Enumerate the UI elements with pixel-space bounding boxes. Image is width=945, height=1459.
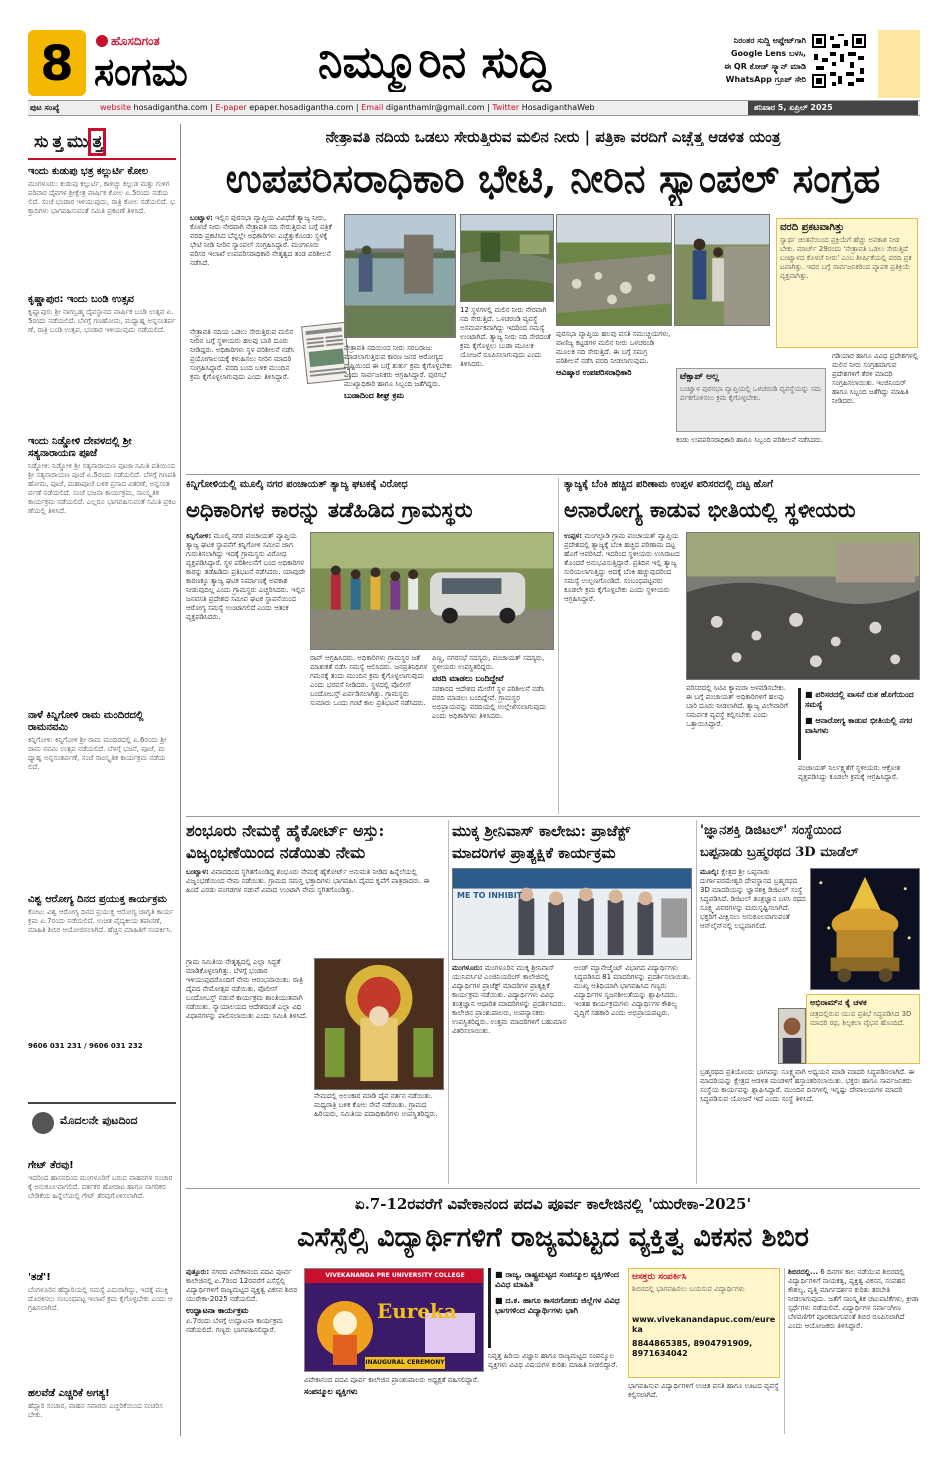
contact-phones: 9606 031 231 / 9606 031 232 [28, 1042, 143, 1050]
story-body: ಕಿನ್ನಿಗೋಳಿ: ಮೂಲ್ಕಿ ನಗರ ಪಂಚಾಯತ್ ವ್ಯಾಪ್ತಿಯ ತ್ಯಾಜ್ಯ ಘಟಕ ಸ್ಥಾಪನೆಗೆ ಕಿನ್ನಿಗೋಳಿ ಸಮೀಪ ಜಾಗ ಗುರುತಿಸಲಾಗಿದ್ದು ಇದಕ್ಕೆ ಗ್ರಾಮಸ್ಥರು ವಿರೋಧ ವ್ಯಕ್ತಪಡಿಸಿದ್ದಾರೆ. ಸ್ಥಳ ಪರಿಶೀಲನೆಗೆ ಬಂದ ಅಧಿಕಾರಿಗಳ ಕಾರನ್ನು ತಡೆಹಿಡಿದು ಪ್ರತಿಭಟನೆ ನಡೆಸಿದರು. ಯಾವುದೇ ಕಾರಣಕ್ಕೂ ತ್ಯಾಜ್ಯ ಘಟಕ ನಿರ್ಮಾಣಕ್ಕೆ ಅವಕಾಶ ನೀಡುವುದಿಲ್ಲ ಎಂದು ಗ್ರಾಮಸ್ಥರು ಎಚ್ಚರಿಸಿದರು. ಇಲ್ಲಿನ ಜನವಸತಿ ಪ್ರದೇಶದ ಸಮೀಪ ಘಟಕ ಸ್ಥಾಪನೆಯಿಂದ ಆರೋಗ್ಯ ಸಮಸ್ಯೆ ಉಂಟಾಗಲಿದೆ ಎಂದು ಆತಂಕ ವ್ಯಕ್ತಪಡಿಸಿದರು. [186, 532, 306, 621]
contact-title: ಆಸಕ್ತರು ಸಂಪರ್ಕಿಸಿ [632, 1272, 687, 1282]
email-link[interactable]: diganthamlr@gmail.com [385, 103, 485, 112]
chariot-3d-model-image [810, 868, 920, 990]
eureka-poster [304, 1268, 484, 1372]
dumping-site-photo [556, 214, 672, 326]
story-village-protest [186, 478, 554, 814]
highlight-bullet: ■ ಪರಿಸರದಲ್ಲಿ ವಾಸನೆ ರುತ ಹೊಗೆಯಿಂದ ಸಮಸ್ಯೆ [805, 690, 914, 709]
section-divider [186, 474, 920, 475]
story-body: ನೇತ್ರಾವತಿ ನದಿಯಿಂದ ನೀರು ಸರಬರಾಜು ಮಾಡಲಾಗುತ್ತಿರುವ ಕಾರಣ ಜನರ ಆರೋಗ್ಯದ ದೃಷ್ಟಿಯಿಂದ ಈ ಬಗ್ಗೆ ತುರ್ತು ಕ್ರಮ ಕೈಗೊಳ್ಳಬೇಕು ಎಂದು ಸಾರ್ವಜನಿಕರು ಆಗ್ರಹಿಸಿದ್ದಾರೆ. ಪುರಸಭೆ ಮುಖ್ಯಾಧಿಕಾರಿ ಹಾಗೂ ಸಿಬ್ಬಂದಿ ಜತೆಗಿದ್ದರು. ಬುಡಾದಿಂದ ಶೀಘ್ರ ಕ್ರಮ [344, 344, 456, 468]
story-body: ಪುತ್ತೂರು: ನಗರದ ವಿವೇಕಾನಂದ ಪದವಿ ಪೂರ್ವ ಕಾಲೇಜಿನಲ್ಲಿ ಏ.7ರಿಂದ 12ರವರೆಗೆ ಎಸೆಸ್ಸೆಲ್ಸಿ ವಿದ್ಯಾರ್ಥಿಗಳಿಗೆ ರಾಜ್ಯಮಟ್ಟದ ವ್ಯಕ್ತಿತ್ವ ವಿಕಸನ ಶಿಬಿರ ಯುರೇಕಾ-2025 ನಡೆಯಲಿದೆ. ಉದ್ಘಾಟನಾ ಕಾರ್ಯಕ್ರಮ ಏ.7ರಂದು ಬೆಳಗ್ಗೆ ಉದ್ಘಾಟನಾ ಕಾರ್ಯಕ್ರಮ ನಡೆಯಲಿದೆ. ಗಣ್ಯರು ಭಾಗವಹಿಸಲಿದ್ದಾರೆ. [186, 1268, 300, 1434]
website-link[interactable]: hosadigantha.com [133, 103, 208, 112]
continued-item: ಗೇಟ್ ತೆರವು! ಇದರಿಂದ ಹಾಸನದಿಂದ ಮಂಗಳೂರಿಗೆ ಬರುವ ವಾಹನಗಳ ಸಂಚಾರಕ್ಕೆ ಅನುಕೂಲವಾಗಲಿದೆ. ವರ್ತಕರ ಹೋರಾಟ ಹಾಗೂ ನಾಗರಿಕರ ಬೇಡಿಕೆಯ ಹಿನ್ನೆಲೆಯಲ್ಲಿ ಗೇಟ್ ತೆರವುಗೊಳಿಸಲಾಗಿದೆ. [28, 1160, 173, 1200]
sidebar-divider [180, 124, 181, 1436]
story-body: ರಾವ್ ಆಗ್ರಹಿಸಿದರು. ಅಧಿಕಾರಿಗಳು ಗ್ರಾಮಸ್ಥರ ಜತೆ ಮಾತುಕತೆ ನಡೆಸಿ ಸಮಸ್ಯೆ ಆಲಿಸಿದರು. ಜನಪ್ರತಿನಿಧಿಗಳ ಗಮನಕ್ಕೆ ತಂದು ಮುಂದಿನ ಕ್ರಮ ಕೈಗೊಳ್ಳಲಾಗುವುದು ಎಂದು ಭರವಸೆ ನೀಡಿದರು. ಸ್ಥಳದಲ್ಲಿ ಪೊಲೀಸ್ ಬಂದೋಬಸ್ತ್ ಏರ್ಪಡಿಸಲಾಗಿತ್ತು. ಗ್ರಾಮಸ್ಥರು ಸುಮಾರು ಒಂದು ಗಂಟೆ ಕಾಲ ಪ್ರತಿಭಟನೆ ನಡೆಸಿದರು. [310, 654, 428, 707]
poster-badge: INAUGURAL CEREMONY [365, 1357, 445, 1369]
story-body: ಪುರಸಭಾ ವ್ಯಾಪ್ತಿಯ ಹಲವು ವಸತಿ ಸಮುಚ್ಚಯಗಳು, ವಾಣಿಜ್ಯ ಕಟ್ಟಡಗಳ ಮಲಿನ ನೀರು ಒಳಚರಂಡಿ ಮೂಲಕ ನದಿ ಸೇರುತ್ತಿದೆ. ಈ ಬಗ್ಗೆ ಸಮಗ್ರ ಪರಿಶೀಲನೆ ನಡೆಸಿ ವರದಿ ನೀಡಲಾಗುವುದು. ಆವಿಷ್ಕಾರ ಉಪಪರಿಸರಾಧಿಕಾರಿ [556, 330, 671, 377]
story-college-projects [452, 820, 692, 1184]
door-icon [88, 128, 106, 156]
sidebar-item: ವಿಶ್ವ ಆರೋಗ್ಯ ದಿನದ ಪ್ರಯುಕ್ತ ಕಾರ್ಯಕ್ರಮ ಕೋಟ: ವಿಶ್ವ ಆರೋಗ್ಯ ದಿನದ ಪ್ರಯುಕ್ತ ಆರೋಗ್ಯ ಜಾಗೃತಿ ಕಾರ್ಯಕ್ರಮ ಏ.7ರಂದು ನಡೆಯಲಿದೆ. ಉಚಿತ ವೈದ್ಯಕೀಯ ತಪಾಸಣೆ, ಮಾಹಿತಿ ಶಿಬಿರ ಆಯೋಜಿಸಲಾಗಿದೆ. ಹೆಚ್ಚಿನ ಮಾಹಿತಿಗೆ ಸಂಪರ್ಕಿಸಿ. 9606 031 231 / 9606 031 232 [28, 894, 176, 1090]
sidebar-logo-text: ಸುತ್ತಮುತ್ತ [34, 132, 107, 152]
story-headline: 'ಜ್ಞಾನಶಕ್ತಿ ಡಿಜಿಟಲ್' ಸಂಸ್ಥೆಯಿಂದ ಬಪ್ಪನಾಡು ಬ್ರಹ್ಮರಥದ 3D ಮಾಡೆಲ್ [700, 823, 859, 860]
brand-large: ಸಂಗಮ [94, 50, 188, 94]
story-body: ಬ್ರಹ್ಮರಥದ ಪ್ರತಿಯೊಂದು ಭಾಗವನ್ನು ಸೂಕ್ಷ್ಮವಾಗಿ ಅಧ್ಯಯನ ಮಾಡಿ ಮಾದರಿ ಸಿದ್ಧಪಡಿಸಲಾಗಿದೆ. ಈ ಮಾದರಿಯನ್ನು ಕ್ಷೇತ್ರದ ಆಡಳಿತ ಮಂಡಳಿಗೆ ಹಸ್ತಾಂತರಿಸಲಾಯಿತು. ಭಕ್ತರು ಹಾಗೂ ಸಾರ್ವಜನಿಕರು ಸಂಸ್ಥೆಯ ಕಾರ್ಯವನ್ನು ಶ್ಲಾಘಿಸಿದ್ದಾರೆ. ಮುಂದಿನ ದಿನಗಳಲ್ಲಿ ಇನ್ನಷ್ಟು ದೇವಾಲಯಗಳ ಮಾದರಿ ಸಿದ್ಧಪಡಿಸುವ ಯೋಜನೆ ಇದೆ ಎಂದು ಸಂಸ್ಥೆ ತಿಳಿಸಿದೆ. [700, 1068, 915, 1103]
story-3d-model [700, 820, 920, 1184]
masthead-accent [878, 30, 920, 98]
story-body: ಬಂಟ್ವಾಳ: ಇಲ್ಲಿನ ಪುರಸಭಾ ವ್ಯಾಪ್ತಿಯ ವಿವಿಧೆಡೆ ತ್ಯಾಜ್ಯ ನೀರು, ಕೊಳಚೆ ನೀರು ನೇರವಾಗಿ ನೇತ್ರಾವತಿ ನದಿ ಸೇರುತ್ತಿರುವ ಬಗ್ಗೆ ಪತ್ರಿಕೆ ವರದಿ ಪ್ರಕಟಿಸಿದ ಬೆನ್ನಲ್ಲೇ ಅಧಿಕಾರಿಗಳು ಎಚ್ಚೆತ್ತುಕೊಂಡು ಸ್ಥಳಕ್ಕೆ ಭೇಟಿ ನೀಡಿ ನೀರಿನ ಸ್ಯಾಂಪಲ್ ಸಂಗ್ರಹಿಸಿದ್ದಾರೆ. ಮಂಗಳೂರು ಪರಿಸರ ಇಲಾಖೆ ಉಪಪರಿಸರಾಧಿಕಾರಿ ನೇತೃತ್ವದ ತಂಡ ಪರಿಶೀಲನೆ ನಡೆಸಿದೆ. [190, 214, 332, 267]
continued-item: 'ತಡೆ'! ಬೆಂಗಳೂರಿನ ಹೆದ್ದಾರಿಯಲ್ಲಿ ಸಮಸ್ಯೆ ಎದುರಾಗಿದ್ದು, ಇದಕ್ಕೆ ಮುಕ್ತಿ ದೊರಕಿಸಲು ಸಂಬಂಧಪಟ್ಟ ಇಲಾಖೆ ಕ್ರಮ ಕೈಗೊಳ್ಳಬೇಕು ಎಂದು ಆಗ್ರಹಿಸಲಾಗಿದೆ. [28, 1272, 173, 1312]
sidebar-logo [28, 126, 176, 160]
first-page-label: ಮೊದಲನೇ ಪುಟದಿಂದ [60, 1114, 138, 1127]
story-body: ನೇಮದಲ್ಲಿ ಅಲಂಕಾರ ಮಾಡಿ ದೈವ ನರ್ತನ ನಡೆಯಿತು. ಮಧ್ಯರಾತ್ರಿ ಬಳಿಕ ಕೋಲ ಸೇವೆ ನಡೆಯಿತು. ಗ್ರಾಮದ ಹಿರಿಯರು, ಸಮಿತಿಯ ಪದಾಧಿಕಾರಿಗಳು ಉಪಸ್ಥಿತರಿದ್ದರು. [314, 1092, 438, 1118]
story-body: ನೇತ್ರಾವತಿ ನದಿಯ ಒಡಲು ಸೇರುತ್ತಿರುವ ಮಲಿನ ನೀರಿನ ಬಗ್ಗೆ ಸ್ಥಳೀಯರು ಹಲವು ಬಾರಿ ದೂರು ನೀಡಿದ್ದರು. ಅಧಿಕಾರಿಗಳು ಸ್ಥಳ ಪರಿಶೀಲನೆ ನಡೆಸಿ ಪ್ರಯೋಗಾಲಯಕ್ಕೆ ಕಳುಹಿಸಲು ನೀರಿನ ಮಾದರಿ ಸಂಗ್ರಹಿಸಿದ್ದಾರೆ. ವರದಿ ಬಂದ ಬಳಿಕ ಮುಂದಿನ ಕ್ರಮ ಕೈಗೊಳ್ಳಲಾಗುವುದು ಎಂದು ತಿಳಿಸಿದ್ದಾರೆ. [190, 328, 295, 381]
sidebar-item: ನಾಳೆ ಕಿನ್ನಿಗೋಳಿ ರಾಮ ಮಂದಿರದಲ್ಲಿ ರಾಮನವಮಿ ಕಿನ್ನಿಗೋಳಿ: ಕಿನ್ನಿಗೋಳಿ ಶ್ರೀ ರಾಮ ಮಂದಿರದಲ್ಲಿ ಏ.6ರಂದು ಶ್ರೀ ರಾಮ ನವಮಿ ಉತ್ಸವ ನಡೆಯಲಿದೆ. ಬೆಳಗ್ಗೆ ಭಜನೆ, ಪೂಜೆ, ಮಧ್ಯಾಹ್ನ ಅನ್ನಸಂತರ್ಪಣೆ, ಸಂಜೆ ಸಾಂಸ್ಕೃತಿಕ ಕಾರ್ಯಕ್ರಮ ನಡೆಯಲಿದೆ. [28, 710, 176, 874]
profile-box: ಅಭಿರಾಮ್‌ನ ಕೈ ಚಳಕ ಚಿತ್ರದಲ್ಲಿರುವ ಯುವ ಪ್ರತಿಭೆ ಸಿದ್ಧಪಡಿಸಿದ 3D ಮಾದರಿ ರಥ, ಶಿಲ್ಪಕಲಾ ವೈಭವ ಹೊಂದಿದೆ. [806, 994, 920, 1064]
bridge-river-photo [344, 214, 456, 338]
story-body: ನಿವೃತ್ತ ಹಿರಿಯ ವಿಜ್ಞಾನಿ ಹಾಗೂ ರಾಜ್ಯಮಟ್ಟದ ಸಂಪನ್ಮೂಲ ವ್ಯಕ್ತಿಗಳು ವಿವಿಧ ವಿಷಯಗಳ ಕುರಿತು ಮಾಹಿತಿ ನೀಡಲಿದ್ದಾರೆ. [488, 1352, 618, 1369]
section-divider [186, 816, 920, 817]
story-headline: ಉಪಪರಿಸರಾಧಿಕಾರಿ ಭೇಟಿ, ನೀರಿನ ಸ್ಯಾಂಪಲ್ ಸಂಗ್ರಹ [225, 156, 881, 202]
story-body: ಕಂಡು ಉಪಪರಿಸರಾಧಿಕಾರಿ ಹಾಗೂ ಸಿಬ್ಬಂದಿ ಪರಿಶೀಲನೆ ನಡೆಸಿದರು. [676, 436, 824, 444]
contact-phones: 8844865385, 8904791909, 8971634042 [632, 1339, 753, 1358]
column-divider [558, 478, 559, 814]
sidebar-item-body: ನಿಡ್ಡೋಳಿ: ನಿಡ್ಡೋಳಿ ಶ್ರೀ ಸತ್ಯನಾರಾಯಣ ಪೂಜಾ ಸಮಿತಿ ವತಿಯಿಂದ ಶ್ರೀ ಸತ್ಯನಾರಾಯಣ ಪೂಜೆ ಏ.5ರಂದು ನಡೆಯಲಿದೆ. ಬೆಳಗ್ಗೆ ಗಣಪತಿ ಹೋಮ, ಪೂಜೆ, ಮಹಾಪೂಜೆ ಬಳಿಕ ಪ್ರಸಾದ ವಿತರಣೆ, ಅನ್ನಸಂತರ್ಪಣೆ ನಡೆಯಲಿದೆ. ಸಂಜೆ ಭಜನಾ ಕಾರ್ಯಕ್ರಮ, ಸಾಂಸ್ಕೃತಿಕ ಕಾರ್ಯಕ್ರಮ ನಡೆಯಲಿದೆ. ಎಲ್ಲರೂ ಭಾಗವಹಿಸುವಂತೆ ಸಮಿತಿ ಪ್ರಕಟಣೆಯಲ್ಲಿ ತಿಳಿಸಿದೆ. [28, 462, 176, 515]
epaper-link[interactable]: epaper.hosadigantha.com [249, 103, 354, 112]
story-body: 12 ಸ್ಥಳಗಳಲ್ಲಿ ಮಲಿನ ನೀರು ನೇರವಾಗಿ ನದಿ ಸೇರುತ್ತಿದೆ. ಒಳಚರಂಡಿ ವ್ಯವಸ್ಥೆ ಅಸಮರ್ಪಕವಾಗಿದ್ದು ಇದರಿಂದ ಸಮಸ್ಯೆ ಉಂಟಾಗಿದೆ. ತ್ಯಾಜ್ಯ ನೀರು ನದಿ ಸೇರದಂತೆ ಕ್ರಮ ಕೈಗೊಳ್ಳಲು ಬುಡಾ ಮೂಲಕ ಯೋಜನೆ ರೂಪಿಸಲಾಗುವುದು ಎಂದು ತಿಳಿಸಿದರು. [460, 306, 551, 368]
twitter-link[interactable]: HosadiganthaWeb [521, 103, 595, 112]
college-event-photo [452, 868, 692, 960]
burning-waste-photo [686, 532, 920, 680]
story-headline: ಅನಾರೋಗ್ಯ ಕಾಡುವ ಭೀತಿಯಲ್ಲಿ ಸ್ಥಳೀಯರು [564, 497, 856, 522]
story-body: ಶಿಬಿರದಲ್ಲಿ... 6 ದಿನಗಳ ಕಾಲ ನಡೆಯುವ ಶಿಬಿರದಲ್ಲಿ ವಿದ್ಯಾರ್ಥಿಗಳಿಗೆ ನಾಯಕತ್ವ, ವ್ಯಕ್ತಿತ್ವ ವಿಕಸನ, ಸಂವಹನ ಕೌಶಲ್ಯ, ವೃತ್ತಿ ಮಾರ್ಗದರ್ಶನ ಕುರಿತು ತರಬೇತಿ ನೀಡಲಾಗುವುದು. ಜತೆಗೆ ಸಾಂಸ್ಕೃತಿಕ ಚಟುವಟಿಕೆಗಳು, ಕ್ರೀಡಾ ಸ್ಪರ್ಧೆಗಳು ನಡೆಯಲಿವೆ. ವಿದ್ಯಾರ್ಥಿಗಳ ಸರ್ವಾಂಗೀಣ ಬೆಳವಣಿಗೆಗೆ ಪೂರಕವಾಗುವಂತೆ ಶಿಬಿರ ರೂಪಿಸಲಾಗಿದೆ ಎಂದು ಆಯೋಜಕರು ತಿಳಿಸಿದ್ದಾರೆ. [788, 1268, 919, 1330]
sidebar-item: ಇಂದು ಕುಡುಪು ಭತ್ರ ಕಲ್ಲುರ್ಟಿ ಕೋಲ ಮಂಗಳೂರು: ಕುಡುಪು ಕಲ್ಲುರ್ಟಿ, ಕಾಳಿಚ್ಚು ಕಲ್ಲುಡ ಮತ್ತು ಗುಳಿಗ ಪರಿವಾರ ದೈವಗಳ ಶ್ರೀಕ್ಷೇತ್ರ ವಾರ್ಷಿಕ ಕೋಲ ಏ.5ರಂದು ನಡೆಯಲಿದೆ. ಸಂಜೆ ಭಂಡಾರ ಇಳಿಯುವುದು, ರಾತ್ರಿ ಕೋಲ ನಡೆಯಲಿದೆ. ಭಕ್ತಾದಿಗಳು ಭಾಗವಹಿಸುವಂತೆ ಸಮಿತಿ ಪ್ರಕಟಣೆ ತಿಳಿಸಿದೆ. [28, 166, 176, 292]
highlight-box: ಟೆಕ್ಸಾಪ್ ಅಲ್ಲ ಬಂಟ್ವಾಳ ಪುರಸಭಾ ವ್ಯಾಪ್ತಿಯಲ್ಲಿ ಒಳಚರಂಡಿ ವ್ಯವಸ್ಥೆಯನ್ನು ಸಮರ್ಪಕಗೊಳಿಸಲು ಕ್ರಮ ಕೈಗೊಳ್ಳಬೇಕು. [676, 368, 826, 432]
column-divider [696, 820, 697, 1184]
column-divider [448, 820, 449, 1184]
highlight-bullets [798, 688, 920, 760]
related-report-title: ವರದಿ ಪ್ರಕಟವಾಗಿತ್ತು [780, 222, 845, 233]
story-headline: ಅಧಿಕಾರಿಗಳ ಕಾರನ್ನು ತಡೆಹಿಡಿದ ಗ್ರಾಮಸ್ಥರು [186, 497, 473, 522]
story-body: ಮೂಲ್ಕಿ: ಕ್ಷೇತ್ರದ ಶ್ರೀ ಬಪ್ಪನಾಡು ದುರ್ಗಾಪರಮೇಶ್ವರಿ ದೇವಸ್ಥಾನದ ಬ್ರಹ್ಮರಥದ 3D ಮಾದರಿಯನ್ನು ಜ್ಞಾನಶಕ್ತಿ ಡಿಜಿಟಲ್ ಸಂಸ್ಥೆ ಸಿದ್ಧಪಡಿಸಿದೆ. ಡಿಜಿಟಲ್ ತಂತ್ರಜ್ಞಾನ ಬಳಸಿ ರಥದ ಸೂಕ್ಷ್ಮ ವಿವರಗಳನ್ನು ಮರುಸೃಷ್ಟಿಸಲಾಗಿದೆ. ಭಕ್ತರಿಗೆ ವೀಕ್ಷಿಸಲು ಅನುಕೂಲವಾಗುವಂತೆ ಆನ್‌ಲೈನ್‌ನಲ್ಲಿ ಲಭ್ಯವಾಗಲಿದೆ. [700, 868, 806, 930]
date-label: ಶನಿವಾರ 5, ಏಪ್ರಿಲ್ 2025 [748, 101, 918, 115]
story-body: ಪಂಚಾಯತ್ ನಿರ್ಲಕ್ಷ್ಯತೆಗೆ ಸ್ಥಳೀಯರು ಆಕ್ರೋಶ ವ್ಯಕ್ತಪಡಿಸಿದ್ದು ಕೂಡಲೇ ಕ್ರಮಕ್ಕೆ ಆಗ್ರಹಿಸಿದ್ದಾರೆ. [798, 764, 901, 781]
artist-portrait [778, 1008, 806, 1064]
page-icon [32, 1112, 54, 1134]
story-main [186, 124, 920, 472]
continued-item: ಹಲವೆಡೆ ಎಚ್ಚರಿಕೆ ಅಗತ್ಯ! ಹೆದ್ದಾರಿ ಸಂಚಾರ, ವಾಹನ ಸವಾರರು ಎಚ್ಚರಿಕೆಯಿಂದ ಸಂಚರಿಸಬೇಕು. [28, 1388, 163, 1419]
masthead [28, 30, 920, 98]
brand-small: ಹೊಸದಿಗಂತ [96, 34, 160, 50]
sewage-flow-photo [460, 214, 554, 302]
sidebar-item-body: ಕೋಟ: ವಿಶ್ವ ಆರೋಗ್ಯ ದಿನದ ಪ್ರಯುಕ್ತ ಆರೋಗ್ಯ ಜಾಗೃತಿ ಕಾರ್ಯಕ್ರಮ ಏ.7ರಂದು ನಡೆಯಲಿದೆ. ಉಚಿತ ವೈದ್ಯಕೀಯ ತಪಾಸಣೆ, ಮಾಹಿತಿ ಶಿಬಿರ ಆಯೋಜಿಸಲಾಗಿದೆ. ಹೆಚ್ಚಿನ ಮಾಹಿತಿಗೆ ಸಂಪರ್ಕಿಸಿ. [28, 908, 174, 934]
story-body: ವಿವೇಕಾನಂದ ಪದವಿ ಪೂರ್ವ ಕಾಲೇಜಿನ ಪ್ರಾಂಶುಪಾಲರು ಅಧ್ಯಕ್ಷತೆ ವಹಿಸಲಿದ್ದಾರೆ. ಸಂಪನ್ಮೂಲ ವ್ಯಕ್ತಿಗಳು [304, 1376, 484, 1434]
qr-code-icon [810, 32, 868, 90]
poster-header: VIVEKANANDA PRE UNIVERSITY COLLEGE [305, 1269, 484, 1283]
story-eureka [186, 1192, 920, 1436]
qr-code[interactable] [810, 32, 868, 90]
sidebar-item-body: ಕಿನ್ನಿಗೋಳಿ: ಕಿನ್ನಿಗೋಳಿ ಶ್ರೀ ರಾಮ ಮಂದಿರದಲ್ಲಿ ಏ.6ರಂದು ಶ್ರೀ ರಾಮ ನವಮಿ ಉತ್ಸವ ನಡೆಯಲಿದೆ. ಬೆಳಗ್ಗೆ ಭಜನೆ, ಪೂಜೆ, ಮಧ್ಯಾಹ್ನ ಅನ್ನಸಂತರ್ಪಣೆ, ಸಂಜೆ ಸಾಂಸ್ಕೃತಿಕ ಕಾರ್ಯಕ್ರಮ ನಡೆಯಲಿದೆ. [28, 736, 167, 771]
story-headline: ಎಸೆಸ್ಸೆಲ್ಸಿ ವಿದ್ಯಾರ್ಥಿಗಳಿಗೆ ರಾಜ್ಯಮಟ್ಟದ ವ್ಯಕ್ತಿತ್ವ ವಿಕಸನ ಶಿಬಿರ [297, 1222, 809, 1253]
contact-box: ಆಸಕ್ತರು ಸಂಪರ್ಕಿಸಿ ಶಿಬಿರದಲ್ಲಿ ಭಾಗವಹಿಸಲು ಬಯಸುವ ವಿದ್ಯಾರ್ಥಿಗಳು www.vivekanandapuc.com/eureka 8844865385, 8904791909, 8971634042 [628, 1268, 780, 1378]
story-waste-fire [564, 478, 920, 814]
story-body: ಗ್ರಾಮ ಸಮಿತಿಯ ನೇತೃತ್ವದಲ್ಲಿ ಎಲ್ಲಾ ಸಿದ್ಧತೆ ಮಾಡಿಕೊಳ್ಳಲಾಗಿತ್ತು. ಬೆಳಗ್ಗೆ ಭಂಡಾರ ಇಳಿಯುವುದರೊಂದಿಗೆ ನೇಮ ಆರಂಭವಾಯಿತು. ರಾತ್ರಿ ದೈವದ ನೇಮೋತ್ಸವ ನಡೆಯಿತು. ಪೊಲೀಸ್ ಬಂದೋಬಸ್ತ್ ನಡುವೆ ಕಾರ್ಯಕ್ರಮ ಶಾಂತಿಯುತವಾಗಿ ನಡೆಯಿತು. ನ್ಯಾಯಾಲಯದ ಆದೇಶದಂತೆ ಎಲ್ಲಾ ವಿಧಿ ವಿಧಾನಗಳನ್ನು ಪಾಲಿಸಲಾಯಿತು ಎಂದು ಸಮಿತಿ ತಿಳಿಸಿದೆ. [186, 958, 308, 1020]
section-divider [186, 1188, 920, 1189]
pages-label: ಪುಟ ಸಂಖ್ಯೆ [30, 103, 60, 112]
sidebar-item: ಕೃಷ್ಣಾಪುರ: ಇಂದು ಬಂಡಿ ಉತ್ಸವ ಕೃಷ್ಣಾಪುರ: ಶ್ರೀ ನಾಗಬ್ರಹ್ಮ ದೈವಸ್ಥಾನದ ವಾರ್ಷಿಕ ಬಂಡಿ ಉತ್ಸವ ಏ.5ರಂದು ನಡೆಯಲಿದೆ. ಬೆಳಗ್ಗೆ ಗಣಹೋಮ, ಮಧ್ಯಾಹ್ನ ಅನ್ನಸಂತರ್ಪಣೆ, ರಾತ್ರಿ ಬಂಡಿ ಉತ್ಸವ, ಭಂಡಾರ ಇಳಿಯುವುದು ನಡೆಯಲಿದೆ. [28, 294, 176, 412]
story-body: ಪರಿಸರದಲ್ಲಿ ಸಿಟಿವಿ ಕ್ಯಾಮರಾ ಅಳವಡಿಸಬೇಕು. ಈ ಬಗ್ಗೆ ಪಂಚಾಯತ್ ಅಧಿಕಾರಿಗಳಿಗೆ ಹಲವು ಬಾರಿ ದೂರು ನೀಡಲಾಗಿದೆ. ತ್ಯಾಜ್ಯ ವಿಲೇವಾರಿಗೆ ಸಮರ್ಪಕ ವ್ಯವಸ್ಥೆ ಕಲ್ಪಿಸಬೇಕು ಎಂದು ಒತ್ತಾಯಿಸಿದ್ದಾರೆ. [686, 684, 788, 728]
story-body: ಮಂಗಳೂರು: ಮಂಗಳೂರಿನ ಮುಕ್ಕ ಶ್ರೀನಿವಾಸ್ ಯುನಿವರ್ಸಿಟಿ ಎಂಜಿನಿಯರಿಂಗ್ ಕಾಲೇಜಿನಲ್ಲಿ ವಿದ್ಯಾರ್ಥಿಗಳ ಪ್ರಾಜೆಕ್ಟ್ ಮಾದರಿಗಳ ಪ್ರಾತ್ಯಕ್ಷಿಕೆ ಕಾರ್ಯಕ್ರಮ ನಡೆಯಿತು. ವಿದ್ಯಾರ್ಥಿಗಳು ವಿವಿಧ ತಂತ್ರಜ್ಞಾನ ಆಧಾರಿತ ಮಾದರಿಗಳನ್ನು ಪ್ರದರ್ಶಿಸಿದರು. ಕಾಲೇಜಿನ ಪ್ರಾಂಶುಪಾಲರು, ಉಪನ್ಯಾಸಕರು ಉಪಸ್ಥಿತರಿದ್ದರು. ಉತ್ತಮ ಮಾದರಿಗಳಿಗೆ ಬಹುಮಾನ ವಿತರಿಸಲಾಯಿತು. [452, 964, 567, 1035]
story-nema [186, 820, 444, 1184]
story-kicker: ತ್ಯಾಜ್ಯಕ್ಕೆ ಬೆಂಕಿ ಹಚ್ಚಿದ ಪರಿಣಾಮ ಉಪ್ಪಳ ಪರಿಸರದಲ್ಲಿ ದಟ್ಟ ಹೊಗೆ [564, 479, 773, 490]
contact-url[interactable]: www.vivekanandapuc.com/eureka [632, 1315, 776, 1334]
highlight-bullet: ■ ರಾಜ್ಯ, ರಾಷ್ಟ್ರಮಟ್ಟದ ಸಂಪನ್ಮೂಲ ವ್ಯಕ್ತಿಗಳಿಂದ ವಿವಿಧ ಮಾಹಿತಿ [495, 1270, 619, 1289]
highlight-bullet: ■ ದ.ಕ. ಹಾಗೂ ಕಾಸರಗೋಡು ಜಿಲ್ಲೆಗಳ ವಿವಿಧ ಭಾಗಗಳಿಂದ ವಿದ್ಯಾರ್ಥಿಗಳು ಭಾಗಿ [495, 1296, 620, 1315]
info-bar [28, 100, 920, 116]
qr-text: ನಿರಂತರ ಸುದ್ದಿ ಅಪ್ಡೇಟ್‌ಗಾಗಿ Google Lens ಬಳಸಿ, ಈ QR ಕೋಡ್ ಸ್ಕ್ಯಾನ್ ಮಾಡಿ WhatsApp ಗ್ರೂಪ್ ಸೇರಿ [724, 36, 806, 84]
sidebar-item-body: ಕೃಷ್ಣಾಪುರ: ಶ್ರೀ ನಾಗಬ್ರಹ್ಮ ದೈವಸ್ಥಾನದ ವಾರ್ಷಿಕ ಬಂಡಿ ಉತ್ಸವ ಏ.5ರಂದು ನಡೆಯಲಿದೆ. ಬೆಳಗ್ಗೆ ಗಣಹೋಮ, ಮಧ್ಯಾಹ್ನ ಅನ್ನಸಂತರ್ಪಣೆ, ರಾತ್ರಿ ಬಂಡಿ ಉತ್ಸವ, ಭಂಡಾರ ಇಳಿಯುವುದು ನಡೆಯಲಿದೆ. [28, 308, 176, 334]
page-number: 8 [40, 36, 74, 92]
story-body: ಪಿಣ್ಣ, ನಗರಸಭೆ ಸದಸ್ಯರು, ಪಂಚಾಯತ್ ಸದಸ್ಯರು, ಸ್ಥಳೀಯರು ಉಪಸ್ಥಿತರಿದ್ದರು. ವರದಿ ಮಾಡಲು ಬಂದಿದ್ದೇವೆ ಸರಕಾರದ ಆದೇಶದ ಮೇರೆಗೆ ಸ್ಥಳ ಪರಿಶೀಲನೆ ನಡೆಸಿ ವರದಿ ಮಾಡಲು ಬಂದಿದ್ದೇವೆ. ಗ್ರಾಮಸ್ಥರ ಅಭಿಪ್ರಾಯವನ್ನು ವರದಿಯಲ್ಲಿ ಉಲ್ಲೇಖಿಸಲಾಗುವುದು ಎಂದು ಅಧಿಕಾರಿಗಳು ತಿಳಿಸಿದರು. [432, 654, 554, 812]
story-body: ಭಾಗವಹಿಸುವ ವಿದ್ಯಾರ್ಥಿಗಳಿಗೆ ಉಚಿತ ವಸತಿ ಹಾಗೂ ಊಟದ ವ್ಯವಸ್ಥೆ ಕಲ್ಪಿಸಲಾಗಿದೆ. [628, 1382, 779, 1399]
related-report-box: ವರದಿ ಪ್ರಕಟವಾಗಿತ್ತು ಸ್ವಾರ್ಥ ಚಿಂತನೆಯಿಂದ ಪ್ರಕ್ರಿಯೆಗೆ ಹೆಚ್ಚು ಅವಕಾಶ ನೀಡಬೇಕು. ಮಾರ್ಚ್ 29ರಂದು 'ನೇತ್ರಾವತಿ ಒಡಲು ಸೇರುತ್ತಿದೆ ಬಂಟ್ವಾಳದ ಕೊಳಚೆ ನೀರು' ಎಂಬ ಶೀರ್ಷಿಕೆಯಲ್ಲಿ ವರದಿ ಪ್ರಕಟವಾಗಿತ್ತು. ಇದರ ಬಗ್ಗೆ ಸಾರ್ವಜನಿಕರಿಂದ ವ್ಯಾಪಕ ಪ್ರತಿಕ್ರಿಯೆ ವ್ಯಕ್ತವಾಗಿತ್ತು. [776, 218, 918, 348]
story-body: ಗಡಿಯಾರ ಹಾಗೂ ವಿವಿಧ ಪ್ರದೇಶಗಳಲ್ಲಿ ಮಲಿನ ನೀರು ಸಂಗ್ರಹವಾಗುವ ಪ್ರದೇಶಗಳಿಗೆ ತೆರಳಿ ಮಾದರಿ ಸಂಗ್ರಹಿಸಲಾಯಿತು. ಇಂಜಿನಿಯರ್ ಹಾಗೂ ಸಿಬ್ಬಂದಿ ಜತೆಗಿದ್ದು ಮಾಹಿತಿ ನೀಡಿದರು. [832, 352, 918, 405]
protest-car-photo [310, 532, 554, 650]
first-page-box [28, 1102, 176, 1154]
brand-logo-icon [96, 35, 108, 47]
story-kicker: ಕಿನ್ನಿಗೋಳಿಯಲ್ಲಿ ಮೂಲ್ಕಿ ನಗರ ಪಂಚಾಯತ್ ತ್ಯಾಜ್ಯ ಘಟಕಕ್ಕೆ ವಿರೋಧ [186, 479, 408, 490]
sidebar [28, 124, 176, 1436]
story-body: ಬಂಟ್ವಾಳ: ವಿವಾದದಿಂದ ಸ್ಥಗಿತಗೊಂಡಿದ್ದ ಶಂಭೂರು ನೇಮಕ್ಕೆ ಹೈಕೋರ್ಟ್ ಅನುಮತಿ ನೀಡಿದ ಹಿನ್ನೆಲೆಯಲ್ಲಿ ವಿಜೃಂಭಣೆಯಿಂದ ನೇಮ ನಡೆಯಿತು. ಗ್ರಾಮದ ಸಮಸ್ತ ಭಕ್ತಾದಿಗಳು ಭಾಗವಹಿಸಿ ದೈವದ ಕೃಪೆಗೆ ಪಾತ್ರರಾದರು. ಈ ಹಿಂದೆ ಎರಡು ಪಂಗಡಗಳ ನಡುವೆ ವಿವಾದ ಉಂಟಾಗಿ ನೇಮ ಸ್ಥಗಿತಗೊಂಡಿತ್ತು. [186, 868, 430, 894]
event-banner: ME TO INHIBIT [457, 891, 523, 900]
website-group: website hosadigantha.com | E-paper epaper.hosadigantha.com | Email diganthamlr@gmail.com | Twitter HosadiganthaWeb [100, 103, 595, 112]
story-subhead: ವರದಿ ಮಾಡಲು ಬಂದಿದ್ದೇವೆ [432, 674, 504, 683]
story-subhead: ಬುಡಾದಿಂದ ಶೀಘ್ರ ಕ್ರಮ [344, 391, 404, 400]
story-body: ಉಪ್ಪಳ: ಮಂಗಲ್ಪಾಡಿ ಗ್ರಾಮ ಪಂಚಾಯತ್ ವ್ಯಾಪ್ತಿಯ ಪ್ರದೇಶದಲ್ಲಿ ತ್ಯಾಜ್ಯಕ್ಕೆ ಬೆಂಕಿ ಹಚ್ಚಿದ ಪರಿಣಾಮ ದಟ್ಟ ಹೊಗೆ ಆವರಿಸಿದೆ. ಇದರಿಂದ ಸ್ಥಳೀಯರು ಉಸಿರಾಟದ ತೊಂದರೆ ಅನುಭವಿಸುತ್ತಿದ್ದಾರೆ. ಪ್ರತಿದಿನ ಇಲ್ಲಿ ತ್ಯಾಜ್ಯ ಸುರಿಯಲಾಗುತ್ತಿದ್ದು ಅದಕ್ಕೆ ಬೆಂಕಿ ಹಚ್ಚುವುದರಿಂದ ಸಮಸ್ಯೆ ಉಲ್ಬಣಗೊಂಡಿದೆ. ಸಂಬಂಧಪಟ್ಟವರು ಕೂಡಲೇ ಕ್ರಮ ಕೈಗೊಳ್ಳಬೇಕು ಎಂದು ಸ್ಥಳೀಯರು ಆಗ್ರಹಿಸಿದ್ದಾರೆ. [564, 532, 680, 603]
sidebar-item-body: ಮಂಗಳೂರು: ಕುಡುಪು ಕಲ್ಲುರ್ಟಿ, ಕಾಳಿಚ್ಚು ಕಲ್ಲುಡ ಮತ್ತು ಗುಳಿಗ ಪರಿವಾರ ದೈವಗಳ ಶ್ರೀಕ್ಷೇತ್ರ ವಾರ್ಷಿಕ ಕೋಲ ಏ.5ರಂದು ನಡೆಯಲಿದೆ. ಸಂಜೆ ಭಂಡಾರ ಇಳಿಯುವುದು, ರಾತ್ರಿ ಕೋಲ ನಡೆಯಲಿದೆ. ಭಕ್ತಾದಿಗಳು ಭಾಗವಹಿಸುವಂತೆ ಸಮಿತಿ ಪ್ರಕಟಣೆ ತಿಳಿಸಿದೆ. [28, 180, 175, 215]
officials-inspection-photo [674, 214, 770, 326]
poster-title: Eureka [377, 1299, 457, 1323]
story-subhead: ಆವಿಷ್ಕಾರ ಉಪಪರಿಸರಾಧಿಕಾರಿ [556, 368, 632, 377]
story-body: ಅಂಡ್ ಮ್ಯಾನೇಜ್ಮೆಂಟ್ ವಿಭಾಗದ ವಿದ್ಯಾರ್ಥಿಗಳು ಸಿದ್ಧಪಡಿಸಿದ 81 ಮಾದರಿಗಳನ್ನು ಪ್ರದರ್ಶಿಸಲಾಯಿತು. ಮುಖ್ಯ ಅತಿಥಿಯಾಗಿ ಭಾಗವಹಿಸಿದ ಗಣ್ಯರು ವಿದ್ಯಾರ್ಥಿಗಳ ಸೃಜನಶೀಲತೆಯನ್ನು ಶ್ಲಾಘಿಸಿದರು. ಇಂತಹ ಕಾರ್ಯಕ್ರಮಗಳು ವಿದ್ಯಾರ್ಥಿಗಳ ಕೌಶಲ್ಯ ವೃದ್ಧಿಗೆ ಸಹಕಾರಿ ಎಂದು ಅಭಿಪ್ರಾಯಪಟ್ಟರು. [574, 964, 691, 1017]
section-title: ನಿಮ್ಮೂರಿನ ಸುದ್ದಿ [318, 37, 552, 88]
story-headline: ಮುಕ್ಕ ಶ್ರೀನಿವಾಸ್ ಕಾಲೇಜು: ಪ್ರಾಜೆಕ್ಟ್ ಮಾದರಿಗಳ ಪ್ರಾತ್ಯಕ್ಷಿಕೆ ಕಾರ್ಯಕ್ರಮ [452, 822, 631, 862]
story-kicker: ನೇತ್ರಾವತಿ ನದಿಯ ಒಡಲು ಸೇರುತ್ತಿರುವ ಮಲಿನ ನೀರು | ಪತ್ರಿಕಾ ವರದಿಗೆ ಎಚ್ಚೆತ್ತ ಆಡಳಿತ ಯಂತ್ರ [325, 128, 781, 146]
story-kicker: ಏ.7-12ರವರೆಗೆ ವಿವೇಕಾನಂದ ಪದವಿ ಪೂರ್ವ ಕಾಲೇಜಿನಲ್ಲಿ 'ಯುರೇಕಾ-2025' [354, 1195, 752, 1213]
story-headline: ಶಂಭೂರು ನೇಮಕ್ಕೆ ಹೈಕೋರ್ಟ್ ಅಸ್ತು: ವಿಜೃಂಭಣೆಯಿಂದ ನಡೆಯಿತು ನೇಮ [186, 821, 385, 862]
column-divider [784, 1268, 785, 1434]
daiva-nema-photo [314, 958, 444, 1090]
story-subhead: ಸಂಪನ್ಮೂಲ ವ್ಯಕ್ತಿಗಳು [304, 1387, 358, 1396]
sidebar-item: ಇಂದು ನಿಡ್ಡೋಳಿ ದೇವಳದಲ್ಲಿ ಶ್ರೀ ಸತ್ಯನಾರಾಯಣ ಪೂಜೆ ನಿಡ್ಡೋಳಿ: ನಿಡ್ಡೋಳಿ ಶ್ರೀ ಸತ್ಯನಾರಾಯಣ ಪೂಜಾ ಸಮಿತಿ ವತಿಯಿಂದ ಶ್ರೀ ಸತ್ಯನಾರಾಯಣ ಪೂಜೆ ಏ.5ರಂದು ನಡೆಯಲಿದೆ. ಬೆಳಗ್ಗೆ ಗಣಪತಿ ಹೋಮ, ಪೂಜೆ, ಮಹಾಪೂಜೆ ಬಳಿಕ ಪ್ರಸಾದ ವಿತರಣೆ, ಅನ್ನಸಂತರ್ಪಣೆ ನಡೆಯಲಿದೆ. ಸಂಜೆ ಭಜನಾ ಕಾರ್ಯಕ್ರಮ, ಸಾಂಸ್ಕೃತಿಕ ಕಾರ್ಯಕ್ರಮ ನಡೆಯಲಿದೆ. ಎಲ್ಲರೂ ಭಾಗವಹಿಸುವಂತೆ ಸಮಿತಿ ಪ್ರಕಟಣೆಯಲ್ಲಿ ತಿಳಿಸಿದೆ. [28, 436, 176, 704]
story-subhead: ಉದ್ಘಾಟನಾ ಕಾರ್ಯಕ್ರಮ [186, 1306, 249, 1315]
highlight-bullet: ■ ಆನಾರೋಗ್ಯ ಕಾಡುವ ಭೀತಿಯಲ್ಲಿ ನಗರ ವಾಸಿಗಳು [805, 716, 913, 735]
eureka-bullets [488, 1268, 624, 1348]
